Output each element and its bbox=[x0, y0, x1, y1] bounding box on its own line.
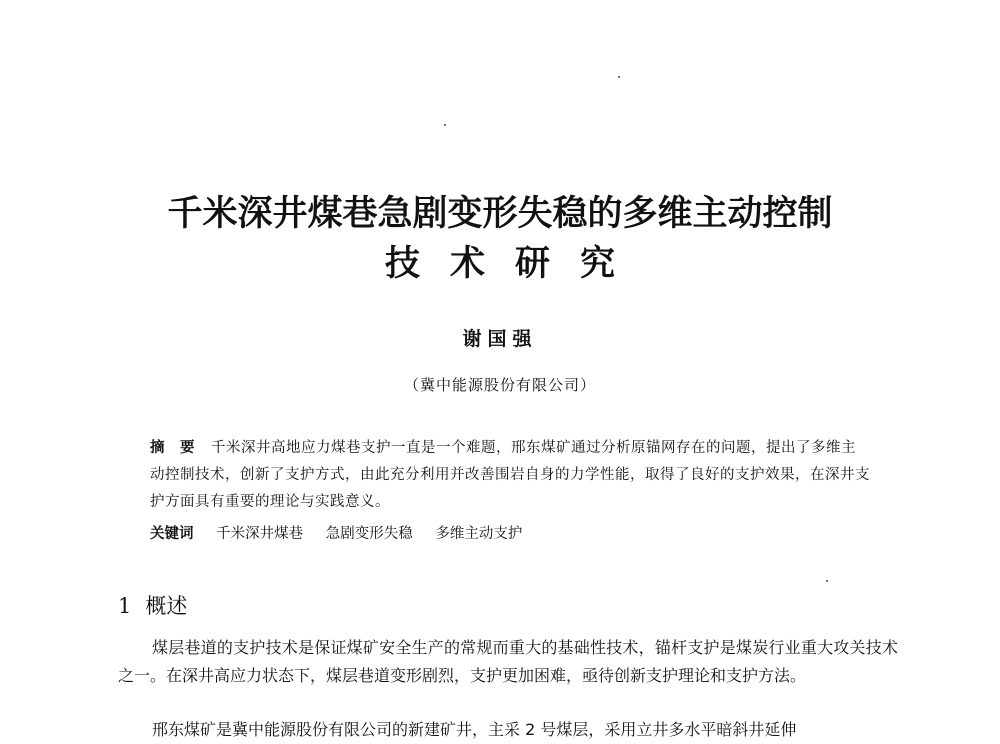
keywords-block bbox=[150, 521, 870, 548]
abstract-text: 千米深井高地应力煤巷支护一直是一个难题，邢东煤矿通过分析原锚网存在的问题，提出了多维主动控制技术，创新了支护方式，由此充分利用并改善围岩自身的力学性能，取得了良好的支护效果，在深井支护方面具有重要的理论与实践意义。 bbox=[150, 440, 870, 510]
body-paragraph bbox=[118, 716, 898, 744]
keywords-label: 关键词 bbox=[150, 526, 194, 542]
section-heading bbox=[118, 590, 187, 620]
author-name: 谢国强 bbox=[462, 328, 538, 350]
scan-speck bbox=[618, 76, 620, 78]
abstract-label: 摘 要 bbox=[150, 440, 195, 456]
paragraph-text: 煤层巷道的支护技术是保证煤矿安全生产的常规而重大的基础性技术，锚杆支护是煤炭行业重大攻关技术之一。在深井高应力状态下，煤层巷道变形剧烈，支护更加困难，亟待创新支护理论和支护方法。 bbox=[118, 638, 898, 685]
scan-speck bbox=[444, 124, 446, 126]
keyword-item: 多维主动支护 bbox=[435, 526, 523, 542]
keyword-item: 千米深井煤巷 bbox=[216, 526, 304, 542]
paper-title-line2: 技术研究 bbox=[384, 244, 645, 284]
section-number: 1 bbox=[118, 594, 132, 618]
section-title: 概述 bbox=[145, 594, 188, 618]
body-paragraph bbox=[118, 634, 898, 690]
scan-speck bbox=[826, 580, 828, 582]
paper-title-line1: 千米深井煤巷急剧变形失稳的多维主动控制 bbox=[167, 194, 833, 234]
author-affiliation: （冀中能源股份有限公司） bbox=[403, 376, 596, 394]
abstract-block bbox=[150, 435, 870, 516]
paragraph-text: 邢东煤矿是冀中能源股份有限公司的新建矿井，主采 2 号煤层，采用立井多水平暗斜井延伸 bbox=[152, 720, 797, 739]
keyword-item: 急剧变形失稳 bbox=[325, 526, 413, 542]
